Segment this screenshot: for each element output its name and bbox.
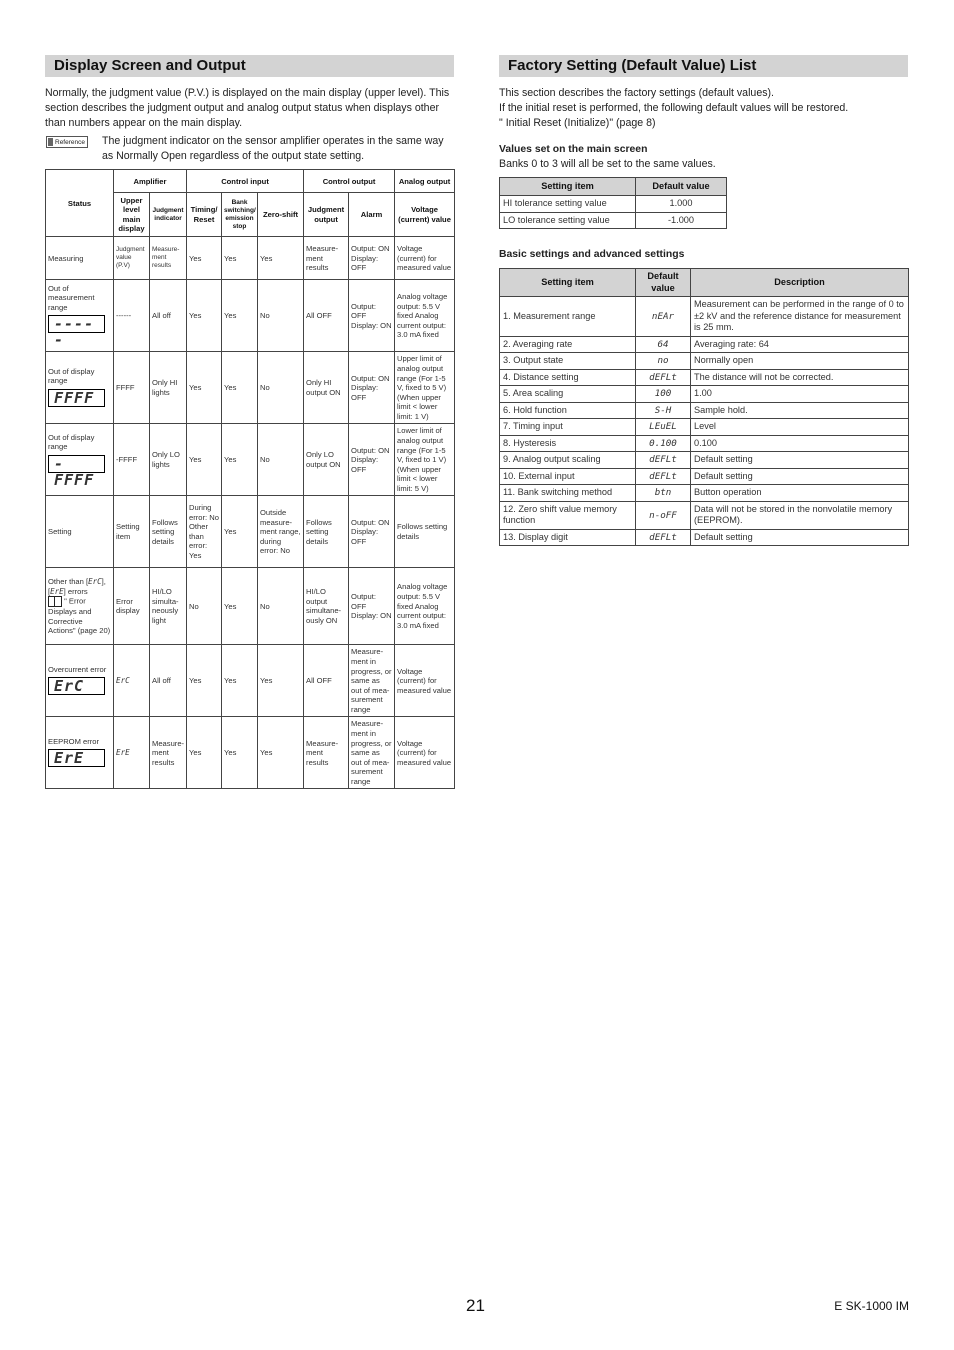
header-bank-switching: Bank switching/ emission stop: [222, 193, 258, 237]
status-output-table: [45, 169, 455, 789]
status-text: ], [: [48, 576, 106, 596]
bank-cell: Yes: [222, 568, 258, 645]
table-row: [500, 353, 909, 370]
header-timing-reset: Timing/ Reset: [187, 193, 222, 237]
voltage-cell: Follows setting details: [395, 496, 455, 568]
indicator-cell: All off: [150, 645, 187, 717]
table-row: [500, 419, 909, 436]
intro-line: This section describes the factory settings (default values).: [499, 87, 774, 99]
header-status: Status: [46, 170, 114, 237]
status-text: ] errors: [63, 586, 88, 596]
judgment-output-cell: Measure-ment results: [304, 717, 349, 789]
judgment-output-cell: All OFF: [304, 280, 349, 352]
bank-cell: Yes: [222, 237, 258, 280]
upper-display-cell: ------: [114, 280, 150, 352]
status-cell: Setting: [46, 496, 114, 568]
timing-cell: Yes: [187, 280, 222, 352]
segment-display: FFFF: [48, 389, 105, 407]
header-control-input: Control input: [187, 170, 304, 193]
table-row: [500, 212, 727, 229]
zero-shift-cell: Yes: [258, 237, 304, 280]
header-setting-item: Setting item: [500, 269, 636, 297]
upper-display-cell: FFFF: [114, 352, 150, 424]
bank-cell: Yes: [222, 280, 258, 352]
voltage-cell: Voltage (current) for measured value: [395, 645, 455, 717]
page-number: 21: [466, 1296, 485, 1315]
indicator-cell: Only LO lights: [150, 424, 187, 496]
judgment-output-cell: HI/LO output simultane-ously ON: [304, 568, 349, 645]
error-code: ErE: [50, 586, 64, 596]
judgment-output-cell: Follows setting details: [304, 496, 349, 568]
header-default-value: Default value: [636, 178, 727, 196]
segment-display: ErC: [48, 677, 105, 695]
book-icon: [48, 596, 62, 607]
description-cell: 1.00: [691, 386, 909, 403]
default-value-cell: nEAr: [636, 297, 691, 337]
setting-item-cell: 12. Zero shift value memory function: [500, 501, 636, 529]
table-row: [46, 237, 455, 280]
zero-shift-cell: Outside measure-ment range, during error: No: [258, 496, 304, 568]
segment-display: -----: [48, 315, 105, 333]
description-cell: Level: [691, 419, 909, 436]
description-cell: 0.100: [691, 435, 909, 452]
bank-cell: Yes: [222, 496, 258, 568]
setting-item-cell: 6. Hold function: [500, 402, 636, 419]
basic-settings-table: [499, 268, 909, 546]
status-text: Out of display range: [48, 432, 95, 452]
header-default-value: Default value: [636, 269, 691, 297]
section-title-factory-setting: Factory Setting (Default Value) List: [499, 55, 908, 77]
timing-cell: No: [187, 568, 222, 645]
main-screen-note: Banks 0 to 3 will all be set to the same values.: [499, 158, 716, 171]
status-reference-link: " Error Displays and Corrective Actions" (page 20): [48, 596, 111, 636]
header-upper-display: Upper level main display: [114, 193, 150, 237]
timing-cell: Yes: [187, 352, 222, 424]
setting-item-cell: 11. Bank switching method: [500, 485, 636, 502]
status-cell: [46, 645, 114, 717]
default-value-cell: dEFLt: [636, 452, 691, 469]
description-cell: Data will not be stored in the nonvolatile memory (EEPROM).: [691, 501, 909, 529]
status-text: EEPROM error: [48, 736, 100, 746]
setting-item-cell: 4. Distance setting: [500, 369, 636, 386]
header-judgment-indicator: Judgment indicator: [150, 193, 187, 237]
segment-display: ErE: [48, 749, 105, 767]
table-row: [46, 496, 455, 568]
bank-cell: Yes: [222, 352, 258, 424]
header-analog-output: Analog output: [395, 170, 455, 193]
timing-cell: Yes: [187, 645, 222, 717]
reference-text: The judgment indicator on the sensor amplifier operates in the same way as Normally Open regardless of the output state setting.: [102, 135, 444, 162]
setting-item-cell: 3. Output state: [500, 353, 636, 370]
setting-item-cell: 2. Averaging rate: [500, 336, 636, 353]
upper-display-cell: Setting item: [114, 496, 150, 568]
segment-display: -FFFF: [48, 455, 105, 473]
header-amplifier: Amplifier: [114, 170, 187, 193]
description-cell: Normally open: [691, 353, 909, 370]
intro-paragraph: Normally, the judgment value (P.V.) is displayed on the main display (upper level). This section describes the judgment output and analog output status when displays other than numbers appear on the main display.: [45, 87, 450, 129]
indicator-cell: Follows setting details: [150, 496, 187, 568]
bank-cell: Yes: [222, 717, 258, 789]
alarm-cell: Measure-ment in progress, or same as out of mea-surement range: [349, 645, 395, 717]
setting-item-cell: HI tolerance setting value: [500, 196, 636, 213]
table-row: [500, 196, 727, 213]
upper-display-cell: -FFFF: [114, 424, 150, 496]
description-cell: Averaging rate: 64: [691, 336, 909, 353]
table-row: [500, 336, 909, 353]
status-text: Out of measurement range: [48, 283, 95, 312]
description-cell: The distance will not be corrected.: [691, 369, 909, 386]
zero-shift-cell: No: [258, 568, 304, 645]
setting-item-cell: LO tolerance setting value: [500, 212, 636, 229]
reference-icon: Reference: [46, 136, 88, 148]
status-cell: [46, 352, 114, 424]
timing-cell: During error: No Other than error: Yes: [187, 496, 222, 568]
timing-cell: Yes: [187, 237, 222, 280]
status-cell: [46, 568, 114, 645]
upper-display-cell: Error display: [114, 568, 150, 645]
table-row: [500, 369, 909, 386]
indicator-cell: Measure-ment results: [150, 717, 187, 789]
intro-line: If the initial reset is performed, the following default values will be restored.: [499, 101, 849, 114]
setting-item-cell: 7. Timing input: [500, 419, 636, 436]
default-value-cell: LEuEL: [636, 419, 691, 436]
voltage-cell: Analog voltage output: 5.5 V fixed Analog current output: 3.0 mA fixed: [395, 568, 455, 645]
header-control-output: Control output: [304, 170, 395, 193]
header-zero-shift: Zero-shift: [258, 193, 304, 237]
upper-display-cell: ErC: [114, 645, 150, 717]
default-value-cell: dEFLt: [636, 529, 691, 546]
judgment-output-cell: Only HI output ON: [304, 352, 349, 424]
status-cell: [46, 280, 114, 352]
description-cell: Default setting: [691, 452, 909, 469]
voltage-cell: Lower limit of analog output range (For 1-5 V, fixed to 1 V) (When upper limit < lower limit: 5 V): [395, 424, 455, 496]
timing-cell: Yes: [187, 717, 222, 789]
table-row: [46, 645, 455, 717]
zero-shift-cell: No: [258, 280, 304, 352]
setting-item-cell: 13. Display digit: [500, 529, 636, 546]
table-row: [500, 402, 909, 419]
bank-cell: Yes: [222, 645, 258, 717]
status-text: Out of display range: [48, 366, 95, 386]
voltage-cell: Voltage (current) for measured value: [395, 717, 455, 789]
timing-cell: Yes: [187, 424, 222, 496]
table-row: [46, 352, 455, 424]
main-screen-table: [499, 177, 727, 229]
default-value-cell: 64: [636, 336, 691, 353]
table-row: [500, 386, 909, 403]
default-value-cell: n-oFF: [636, 501, 691, 529]
alarm-cell: Output: OFF Display: ON: [349, 280, 395, 352]
default-value-cell: 0.100: [636, 435, 691, 452]
description-cell: Default setting: [691, 468, 909, 485]
table-row: [46, 424, 455, 496]
table-row: [500, 529, 909, 546]
zero-shift-cell: No: [258, 424, 304, 496]
status-text: Overcurrent error: [48, 664, 107, 674]
indicator-cell: Measure-ment results: [150, 237, 187, 280]
table-row: [500, 452, 909, 469]
setting-item-cell: 8. Hysteresis: [500, 435, 636, 452]
alarm-cell: Measure-ment in progress, or same as out of mea-surement range: [349, 717, 395, 789]
zero-shift-cell: No: [258, 352, 304, 424]
indicator-cell: Only HI lights: [150, 352, 187, 424]
alarm-cell: Output: ON Display: OFF: [349, 352, 395, 424]
bank-cell: Yes: [222, 424, 258, 496]
zero-shift-cell: Yes: [258, 645, 304, 717]
header-description: Description: [691, 269, 909, 297]
initial-reset-link[interactable]: " Initial Reset (Initialize)" (page 8): [499, 116, 656, 129]
default-value-cell: dEFLt: [636, 369, 691, 386]
left-column: [45, 55, 454, 789]
factory-intro: [499, 86, 908, 130]
setting-item-cell: 5. Area scaling: [500, 386, 636, 403]
alarm-cell: Output: ON Display: OFF: [349, 424, 395, 496]
description-cell: Button operation: [691, 485, 909, 502]
section-title-display-screen: Display Screen and Output: [45, 55, 454, 77]
header-judgment-output: Judgment output: [304, 193, 349, 237]
default-value-cell: -1.000: [636, 212, 727, 229]
table-row: [500, 297, 909, 337]
document-code: E SK-1000 IM: [834, 1299, 909, 1313]
judgment-output-cell: Measure-ment results: [304, 237, 349, 280]
header-voltage-value: Voltage (current) value: [395, 193, 455, 237]
description-cell: Sample hold.: [691, 402, 909, 419]
setting-item-cell: 10. External input: [500, 468, 636, 485]
upper-display-cell: ErE: [114, 717, 150, 789]
table-row: [500, 485, 909, 502]
error-code: ErC: [88, 576, 102, 586]
header-alarm: Alarm: [349, 193, 395, 237]
table-row: [500, 501, 909, 529]
indicator-cell: HI/LO simulta-neously light: [150, 568, 187, 645]
header-setting-item: Setting item: [500, 178, 636, 196]
voltage-cell: Analog voltage output: 5.5 V fixed Analog current output: 3.0 mA fixed: [395, 280, 455, 352]
right-column: [499, 55, 908, 546]
judgment-output-cell: Only LO output ON: [304, 424, 349, 496]
default-value-cell: 1.000: [636, 196, 727, 213]
table-row: [46, 280, 455, 352]
setting-item-cell: 9. Analog output scaling: [500, 452, 636, 469]
status-cell: [46, 424, 114, 496]
alarm-cell: Output: OFF Display: ON: [349, 568, 395, 645]
setting-item-cell: 1. Measurement range: [500, 297, 636, 337]
voltage-cell: Upper limit of analog output range (For 1-5 V, fixed to 5 V) (When upper limit < lower limit: 1 V): [395, 352, 455, 424]
default-value-cell: no: [636, 353, 691, 370]
upper-display-cell: Judgment value (P.V): [114, 237, 150, 280]
reference-note: [45, 134, 454, 163]
alarm-cell: Output: ON Display: OFF: [349, 496, 395, 568]
status-text: Other than [: [48, 576, 89, 586]
status-cell: [46, 717, 114, 789]
main-screen-heading: Values set on the main screen: [499, 144, 648, 156]
description-cell: Default setting: [691, 529, 909, 546]
judgment-output-cell: All OFF: [304, 645, 349, 717]
indicator-cell: All off: [150, 280, 187, 352]
description-cell: Measurement can be performed in the range of 0 to ±2 kV and the reference distance for measurement is 25 mm.: [691, 297, 909, 337]
alarm-cell: Output: ON Display: OFF: [349, 237, 395, 280]
default-value-cell: btn: [636, 485, 691, 502]
default-value-cell: dEFLt: [636, 468, 691, 485]
table-row: [500, 435, 909, 452]
table-row: [46, 568, 455, 645]
table-row: [500, 468, 909, 485]
basic-settings-heading: Basic settings and advanced settings: [499, 249, 685, 261]
default-value-cell: S-H: [636, 402, 691, 419]
voltage-cell: Voltage (current) for measured value: [395, 237, 455, 280]
status-cell: Measuring: [46, 237, 114, 280]
default-value-cell: 100: [636, 386, 691, 403]
table-row: [46, 717, 455, 789]
zero-shift-cell: Yes: [258, 717, 304, 789]
